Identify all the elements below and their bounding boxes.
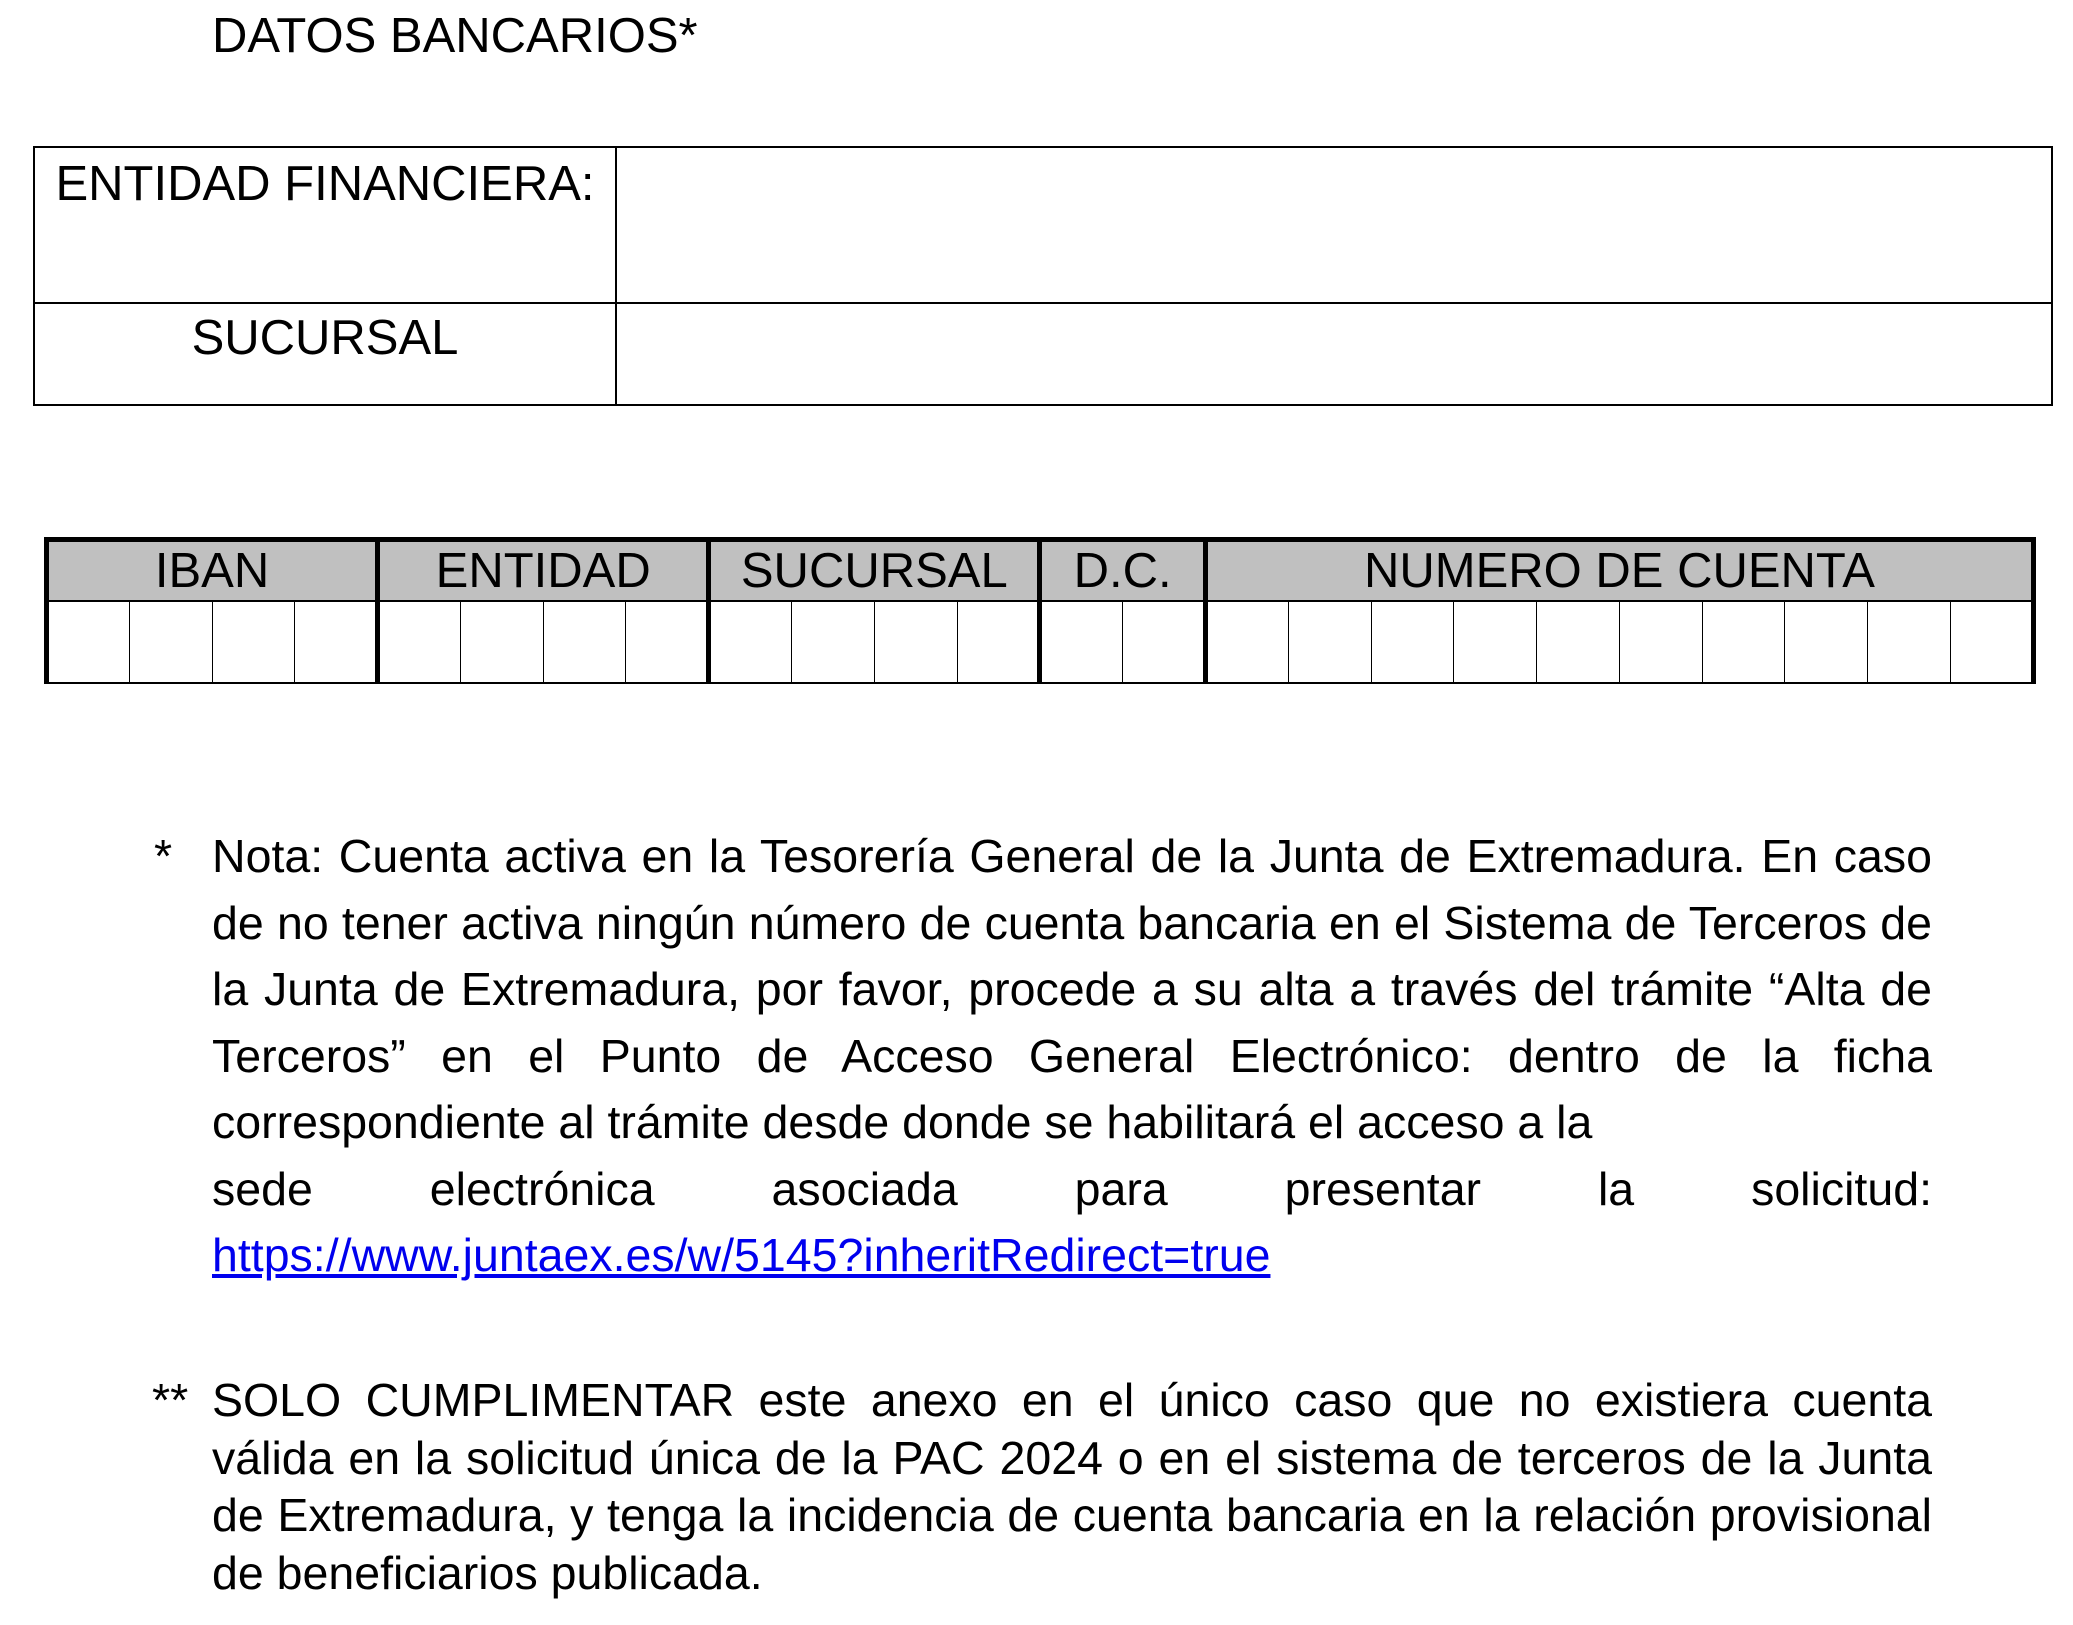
account-number-header: NUMERO DE CUENTA bbox=[1205, 540, 2033, 602]
note-active-account bbox=[154, 823, 1932, 1289]
account-digit-box[interactable] bbox=[47, 601, 130, 683]
account-digit-box[interactable] bbox=[129, 601, 212, 683]
account-digit-box[interactable] bbox=[957, 601, 1040, 683]
account-digit-box[interactable] bbox=[543, 601, 626, 683]
account-grid-boxes bbox=[47, 601, 2034, 683]
bank-entity-table bbox=[33, 146, 2053, 406]
account-digit-box[interactable] bbox=[792, 601, 875, 683]
section-title: DATOS BANCARIOS* bbox=[212, 9, 698, 63]
tramite-link[interactable]: https://www.juntaex.es/w/5145?inheritRedirect=true bbox=[212, 1229, 1271, 1281]
account-digit-box[interactable] bbox=[709, 601, 792, 683]
branch-label: SUCURSAL bbox=[34, 303, 616, 405]
account-digit-box[interactable] bbox=[626, 601, 709, 683]
note-text-last-line: sede electrónica asociada para presentar la solicitud: bbox=[212, 1162, 1932, 1215]
note-text: SOLO CUMPLIMENTAR este anexo en el único caso que no existiera cuenta válida en la solicitud única de la PAC 2024 o en el sistema de terceros de la Junta de Extremadura, y tenga la incidencia de cuenta bancaria en la relación provisional de beneficiarios publicada. bbox=[212, 1374, 1932, 1599]
iban-header: IBAN bbox=[47, 540, 378, 602]
entity-row bbox=[34, 147, 2052, 303]
branch-value-field[interactable] bbox=[616, 303, 2052, 405]
branch-row bbox=[34, 303, 2052, 405]
branch-code-header: SUCURSAL bbox=[709, 540, 1040, 602]
account-digit-box[interactable] bbox=[378, 601, 461, 683]
account-digit-box[interactable] bbox=[460, 601, 543, 683]
account-digit-box[interactable] bbox=[874, 601, 957, 683]
account-digit-box[interactable] bbox=[1040, 601, 1123, 683]
check-digits-header: D.C. bbox=[1040, 540, 1206, 602]
account-digit-box[interactable] bbox=[1868, 601, 1951, 683]
note-marker-double: ** bbox=[152, 1374, 189, 1426]
entity-value-field[interactable] bbox=[616, 147, 2052, 303]
account-digit-box[interactable] bbox=[1454, 601, 1537, 683]
entity-label: ENTIDAD FINANCIERA: bbox=[34, 147, 616, 303]
account-digit-box[interactable] bbox=[1702, 601, 1785, 683]
account-digit-box[interactable] bbox=[295, 601, 378, 683]
note-text: Nota: Cuenta activa en la Tesorería General de la Junta de Extremadura. En caso de no tener activa ningún número de cuenta bancaria en el Sistema de Terceros de la Junta de Extremadura, por favor, procede a su alta a través del trámite “Alta de Terceros” en el Punto de Acceso General Electrónico: dentro de la ficha correspondiente al trámite desde donde se habilitará el acceso a la bbox=[212, 830, 1932, 1148]
account-digit-box[interactable] bbox=[1371, 601, 1454, 683]
entity-code-header: ENTIDAD bbox=[378, 540, 709, 602]
account-digit-box[interactable] bbox=[212, 601, 295, 683]
account-number-grid bbox=[44, 537, 2036, 684]
note-marker: * bbox=[154, 830, 173, 882]
account-digit-box[interactable] bbox=[1123, 601, 1206, 683]
account-digit-box[interactable] bbox=[1288, 601, 1371, 683]
account-digit-box[interactable] bbox=[1619, 601, 1702, 683]
account-digit-box[interactable] bbox=[1950, 601, 2033, 683]
account-digit-box[interactable] bbox=[1785, 601, 1868, 683]
note-fill-only bbox=[152, 1372, 1932, 1602]
account-digit-box[interactable] bbox=[1537, 601, 1620, 683]
account-grid-header bbox=[47, 540, 2034, 602]
account-digit-box[interactable] bbox=[1205, 601, 1288, 683]
